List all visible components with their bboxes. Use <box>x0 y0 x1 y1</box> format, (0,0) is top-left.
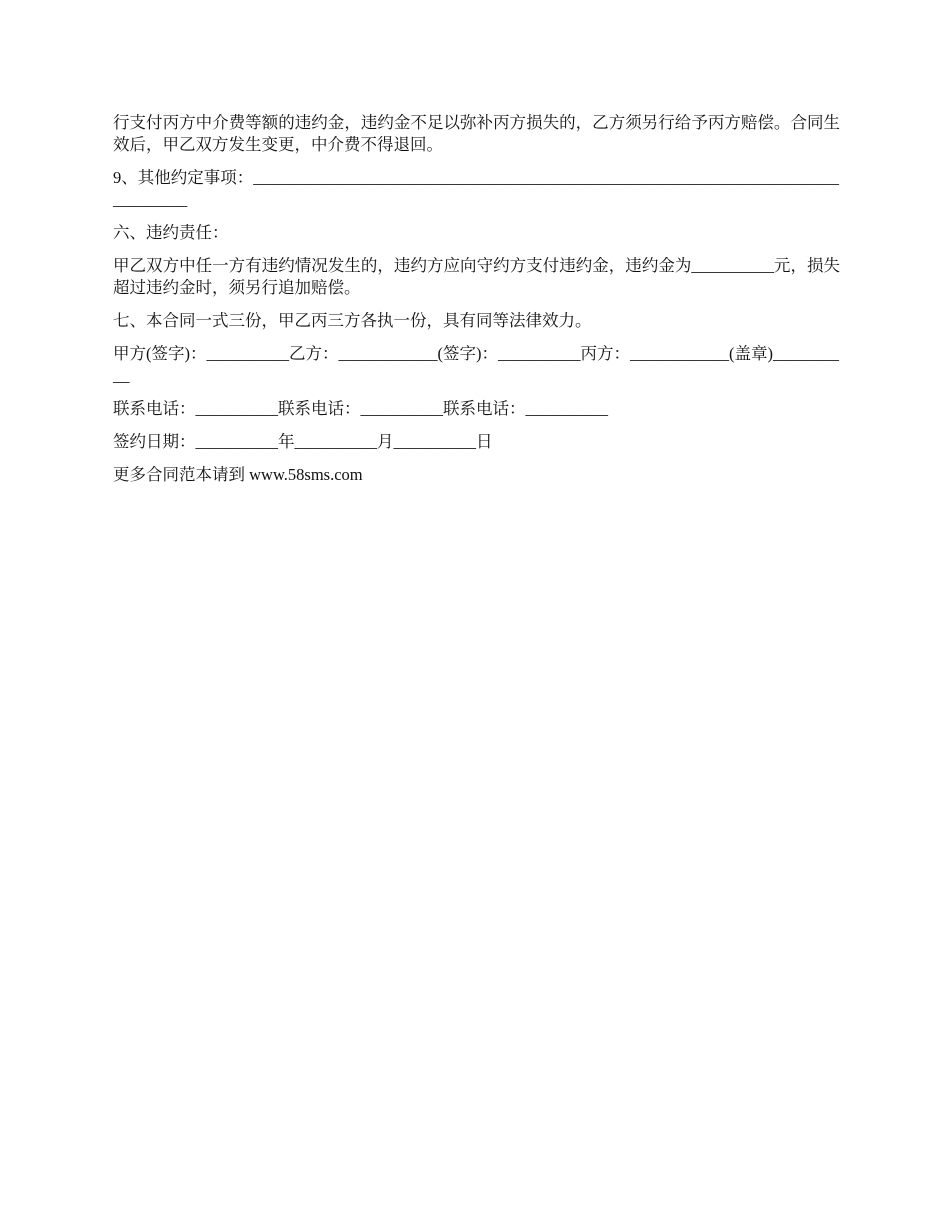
section-6-heading: 六、违约责任： <box>113 223 229 242</box>
section-7-copies: 七、本合同一式三份，甲乙丙三方各执一份，具有同等法律效力。 <box>113 311 592 330</box>
section-6-liability: 甲乙双方中任一方有违约情况发生的，违约方应向守约方支付违约金，违约金为__________元，损失超过违约金时，须另行追加赔偿。 <box>113 256 840 297</box>
footer-link-text: 更多合同范本请到 www.58sms.com <box>113 465 363 484</box>
signature-line: 甲方(签字)：__________乙方：____________(签字)：__________丙方：____________(盖章)__________ <box>113 344 839 385</box>
contact-phone-line: 联系电话：__________联系电话：__________联系电话：__________ <box>113 399 608 418</box>
clause-penalty-continuation: 行支付丙方中介费等额的违约金，违约金不足以弥补丙方损失的，乙方须另行给予丙方赔偿。合同生效后，甲乙双方发生变更，中介费不得退回。 <box>113 113 840 154</box>
clause-9-other-terms: 9、其他约定事项：________________________________________________________________________________ <box>113 168 839 209</box>
document-page <box>113 112 840 497</box>
signing-date-line: 签约日期：__________年__________月__________日 <box>113 432 493 451</box>
